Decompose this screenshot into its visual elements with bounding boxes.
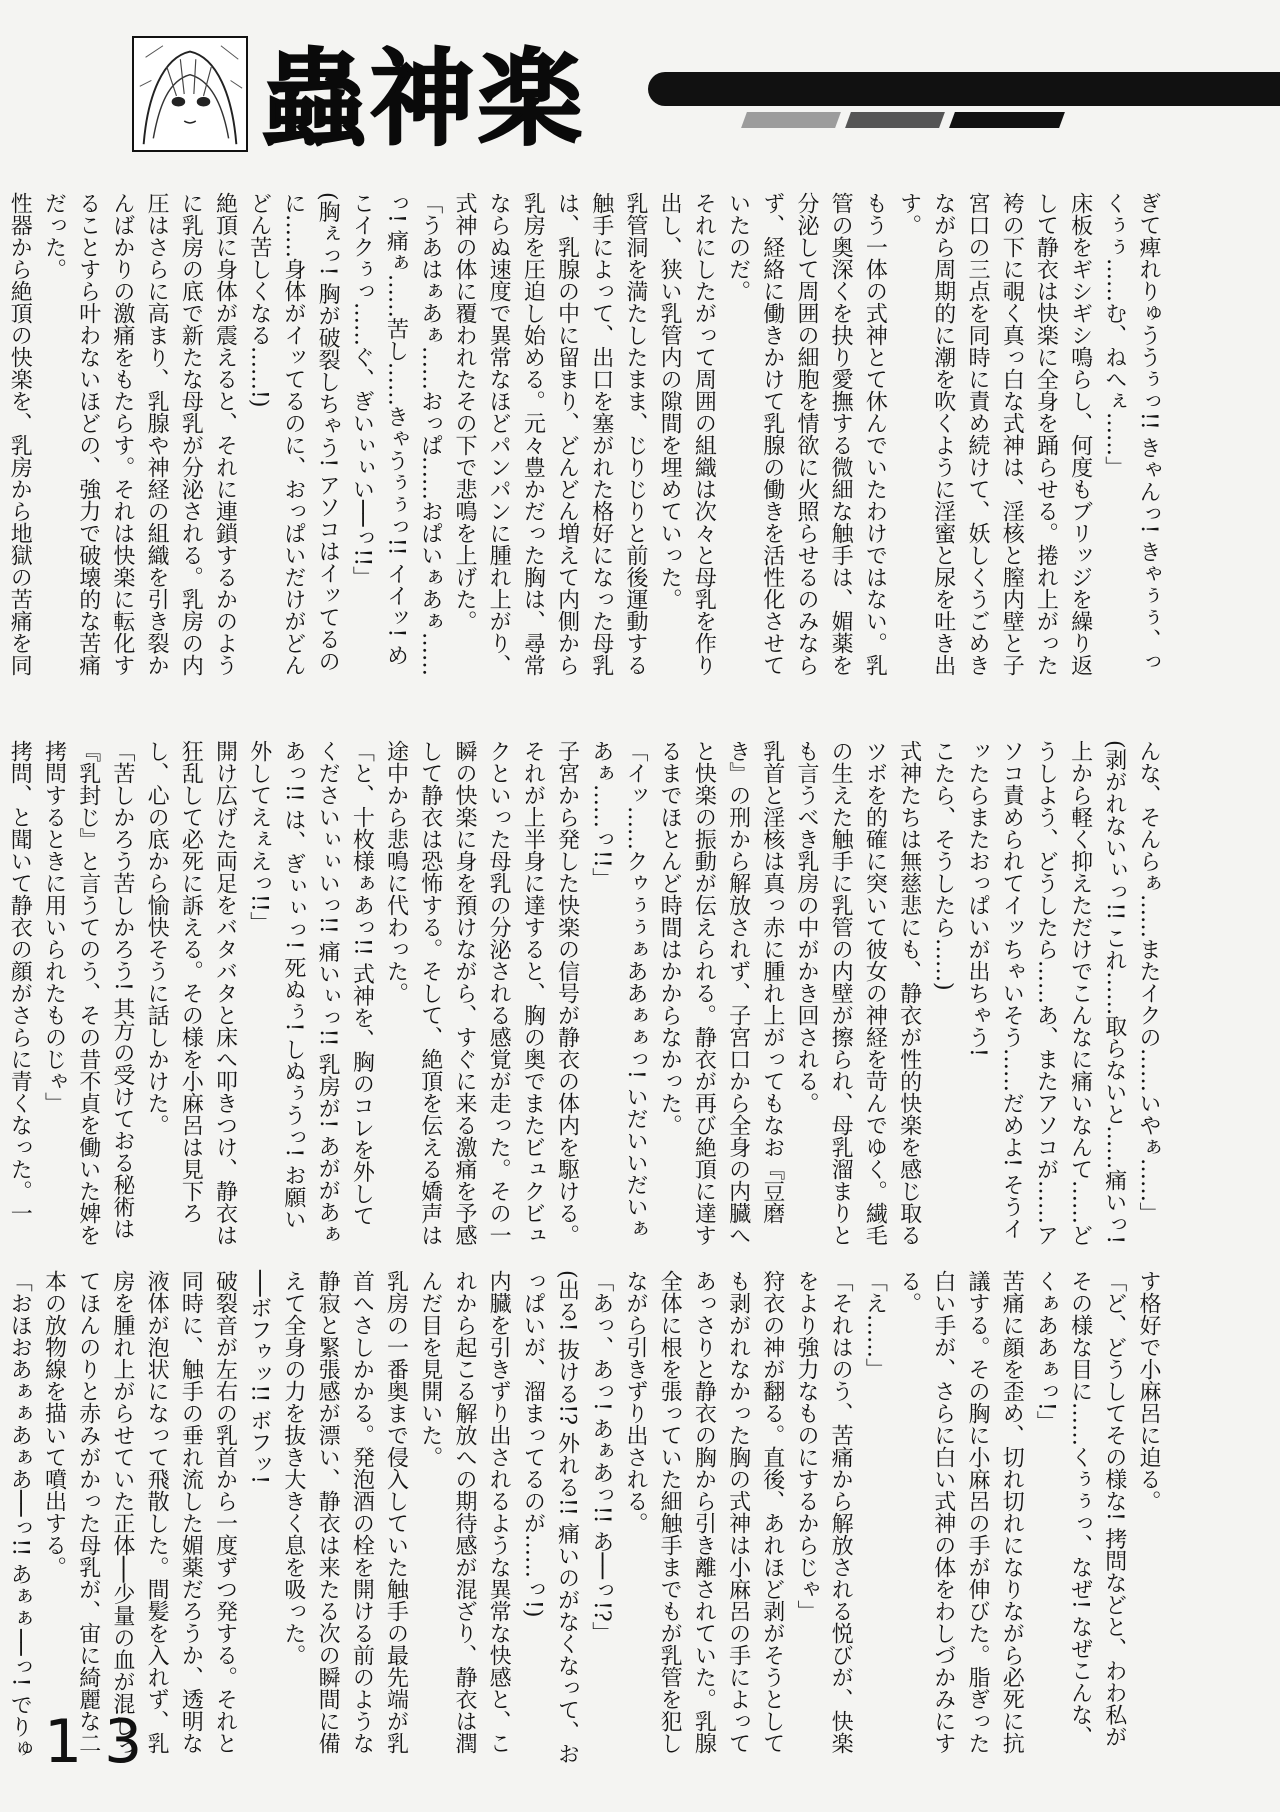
body-text-lower: す格好で小麻呂に迫る。 「ど、どうしてその様な! 拷問などと、わわ私がその様な目に……くぅぅっ、なぜ! なぜこんな、くぁああぁっ!」 苦痛に顔を歪め、切れ切れになりながら必死に抗議する。その胸に小麻呂の手が伸びた。脂ぎった白い手が、さらに白い式神の体をわしづかみにする。 「え……」 「それはのう、苦痛から解放される悦びが、快楽をより強力なものにするからじゃ」 狩衣の神が翻る。直後、あれほど剥がそうとしても剥がれなかった胸の式神は小麻呂の手によってあっさりと静衣の胸から引き離されていた。乳腺全体に根を張っていた細触手までもが乳管を犯しながら引きずり出される。 「あっ、あっ! あぁあっ!! あ──っ!?」 (出る! 抜ける!? 外れる!! 痛いのがなくなって、おっぱいが、溜まってるのが……っ!) 内臓を引きずり出されるような異常な快感と、これから起こる解放への期待感が混ざり、静衣は潤んだ目を見開いた。 乳房の一番奥まで侵入していた触手の最先端が乳首へさしかかる。発泡酒の栓を開ける前のような静寂と緊張感が漂い、静衣は来たる次の瞬間に備えて全身の力を抜き大きく息を吸った。 ──ボフゥッ!! ボフッ! 破裂音が左右の乳首から一度ずつ発する。それと同時に、触手の垂れ流した媚薬だろうか、透明な液体が泡状になって飛散した。間髪を入れず、乳房を腫れ上がらせていた正体──少量の血が混じってほんのりと赤みがかった母乳が、宙に綺麗な二本の放物線を描いて噴出する。 「おほおあぁぁあぁあ──っ!! あぁぁ──っ! でりゅ: [7, 1270, 1161, 1765]
body-text-upper: ぎて痺れりゅううぅっ!! きゃんっ! きゃぅぅ、っくぅぅ……む、ねへぇ……」 床板をギシギシ鳴らし、何度もブリッジを繰り返して静衣は快楽に全身を踊らせる。捲れ上がった袴の下に覗く真っ白な式神は、淫核と膣内壁と子宮口の三点を同時に責め続けて、妖しくうごめきながら周期的に潮を吹くように淫蜜と尿を吐き出す。 もう一体の式神とて休んでいたわけではない。乳管の奥深くを抉り愛撫する微細な触手は、媚薬を分泌して周囲の細胞を情欲に火照らせるのみならず、経絡に働きかけて乳腺の働きを活性化させていたのだ。 それにしたがって周囲の組織は次々と母乳を作り出し、狭い乳管内の隙間を埋めていった。 乳管洞を満たしたまま、じりじりと前後運動する触手によって、出口を塞がれた格好になった母乳は、乳腺の中に留まり、どんどん増えて内側から乳房を圧迫し始める。元々豊かだった胸は、尋常ならぬ速度で異常なほどパンパンに腫れ上がり、式神の体に覆われたその下で悲鳴を上げた。 「うあはぁあぁ……おっぱ……おぱいぁあぁ……っ! 痛ぁ……苦し……きゃうぅぅっ!! イイッ! めこイクぅっ……ぐ、ぎいぃぃい──っ!!」 (胸ぇっ! 胸が破裂しちゃう! アソコはイッてるのに……身体がイッてるのに、おっぱいだけがどんどん苦しくなる……!) 絶頂に身体が震えると、それに連鎖するかのように乳房の底で新たな母乳が分泌される。乳房の内圧はさらに高まり、乳腺や神経の組織を引き裂かんばかりの激痛をもたらす。それは快楽に転化することすら叶わないほどの、強力で破壊的な苦痛だった。 性器から絶頂の快楽を、乳房から地獄の苦痛を同: [7, 192, 1161, 676]
header-bar-decoration: [648, 72, 1280, 106]
header-block-mid: [845, 112, 945, 128]
anime-girl-portrait-icon: [134, 38, 246, 150]
text-tier-middle: [7, 740, 1165, 1246]
header-illustration: [132, 36, 248, 152]
page-number: 13: [44, 1707, 165, 1777]
text-tier-upper: [7, 192, 1165, 678]
header-block-dark: [949, 112, 1065, 128]
page-title: 蟲神楽: [262, 37, 587, 160]
header-block-light: [741, 112, 841, 128]
body-text-middle: んな、そんらぁ……またイクの……いやぁ……」 (剥がれないぃっ!! これ……取らないと……痛いっ! 上から軽く抑えただけでこんなに痛いなんて……どうしよう、どうしたら……あ、またアソコが……アソコ責められてイッちゃいそう……だめよ! そうイッたらまたおっぱいが出ちゃう! こたら、そうしたら……) 式神たちは無慈悲にも、静衣が性的快楽を感じ取るツボを的確に突いて彼女の神経を苛んでゆく。繊毛の生えた触手に乳管の内壁が擦られ、母乳溜まりとも言うべき乳房の中がかき回される。 乳首と淫核は真っ赤に腫れ上がってもなお『豆磨き』の刑から解放されず、子宮口から全身の内臓へと快楽の振動が伝えられる。静衣が再び絶頂に達するまでほとんど時間はかからなかった。 「イッ……クゥぅぅぁああぁぁっ! いだいいだいぁあぁ……っ!!」 子宮から発した快楽の信号が静衣の体内を駆ける。それが上半身に達すると、胸の奥でまたビュクビュクといった母乳の分泌される感覚が走った。その一瞬の快楽に身を預けながら、すぐに来る激痛を予感して静衣は恐怖する。そして、絶頂を伝える嬌声は途中から悲鳴に代わった。 「と、十枚様ぁあっ!! 式神を、胸のコレを外してくださいぃぃいっ!! 痛いぃっ!! 乳房が! あががあぁあっ!! は、ぎぃぃっ! 死ぬぅ! しぬぅうっ! お願い外してえぇえっ!!」 開け広げた両足をバタバタと床へ叩きつけ、静衣は狂乱して必死に訴える。その様を小麻呂は見下ろし、心の底から愉快そうに話しかけた。 「苦しかろう苦しかろう! 其方の受けておる秘術は『乳封じ』と言うてのう、その昔不貞を働いた婢を拷問するときに用いられたものじゃ」 拷問、と聞いて静衣の顔がさらに青くなった。一: [7, 740, 1161, 1246]
